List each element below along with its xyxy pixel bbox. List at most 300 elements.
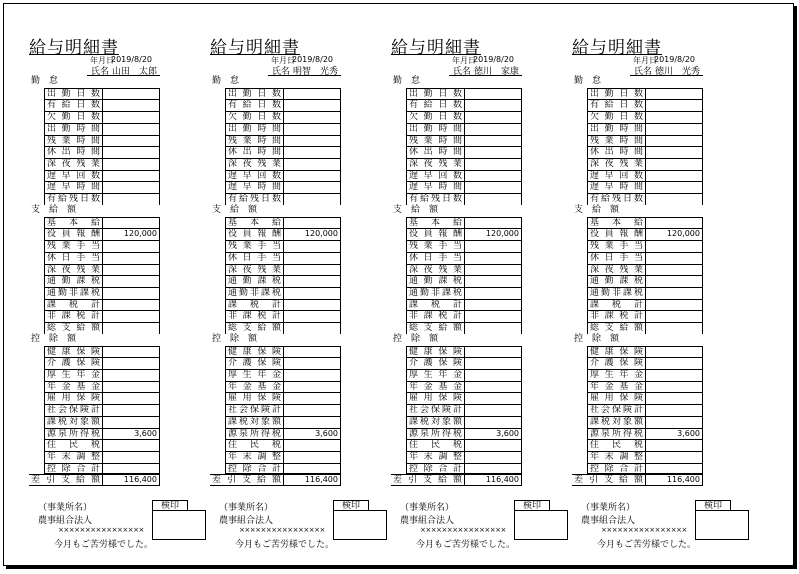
table-row	[225, 111, 341, 123]
row-label: 課税対象額	[588, 417, 646, 428]
table-row	[225, 310, 341, 322]
table-row	[406, 88, 522, 100]
table-row	[587, 146, 703, 158]
row-value	[646, 159, 702, 170]
row-value	[646, 452, 702, 463]
row-value	[465, 417, 521, 428]
row-label: 残業手当	[45, 241, 103, 252]
thanks-message: 今月もご苦労様でした。	[235, 540, 335, 550]
row-value	[465, 89, 521, 100]
row-value	[284, 171, 340, 182]
row-value	[465, 124, 521, 135]
table-row	[225, 217, 341, 229]
table-row	[587, 310, 703, 322]
section-header-payment: 支 給 額	[393, 204, 439, 215]
table-row	[225, 146, 341, 158]
table-row	[44, 111, 160, 123]
table-row	[406, 357, 522, 369]
row-label: 欠勤日数	[45, 112, 103, 123]
row-value	[465, 159, 521, 170]
row-value	[465, 265, 521, 276]
stamp-label: 検印	[333, 500, 369, 511]
office-name: 農事組合法人	[581, 516, 636, 526]
row-value	[465, 464, 521, 474]
office-label: （事業所名）	[219, 503, 274, 513]
employee-name: 徳川 光秀	[655, 67, 701, 77]
row-value	[465, 276, 521, 287]
row-value	[465, 171, 521, 182]
row-value	[284, 194, 340, 205]
row-label: 源泉所得税	[588, 429, 646, 440]
table-row	[225, 346, 341, 358]
row-value	[465, 112, 521, 123]
row-value	[465, 300, 521, 311]
row-value	[284, 300, 340, 311]
row-label: 欠勤日数	[407, 112, 465, 123]
row-label: 深夜残業	[407, 159, 465, 170]
table-row	[225, 463, 341, 475]
row-value	[103, 100, 159, 111]
table-row	[587, 135, 703, 147]
table-row	[225, 158, 341, 170]
net-pay-label: 差引支給額	[212, 475, 281, 486]
row-label: 遅早回数	[45, 171, 103, 182]
row-label: 遅早回数	[407, 171, 465, 182]
row-label: 社会保険計	[226, 405, 284, 416]
table-row	[406, 463, 522, 475]
row-value	[284, 452, 340, 463]
table-row	[406, 346, 522, 358]
row-label: 通勤非課税	[407, 288, 465, 299]
row-value	[284, 417, 340, 428]
row-label: 基本給	[226, 218, 284, 229]
row-value	[284, 370, 340, 381]
row-label: 役員報酬	[45, 229, 103, 240]
row-value: 120,000	[666, 229, 700, 239]
row-label: 残業時間	[45, 136, 103, 147]
row-label: 残業時間	[407, 136, 465, 147]
table-row	[406, 264, 522, 276]
row-label: 源泉所得税	[45, 429, 103, 440]
table-row	[587, 88, 703, 100]
row-label: 年金基金	[588, 382, 646, 393]
section-header-attendance: 勤 怠	[393, 76, 421, 86]
table-row	[587, 357, 703, 369]
row-label: 課税計	[226, 300, 284, 311]
table-row	[44, 181, 160, 193]
table-row	[406, 428, 522, 440]
row-label: 控除合計	[45, 464, 103, 474]
row-value	[646, 347, 702, 358]
row-value	[646, 171, 702, 182]
table-row	[406, 275, 522, 287]
row-label: 課税計	[45, 300, 103, 311]
table-row	[587, 217, 703, 229]
row-value	[103, 241, 159, 252]
row-value	[284, 464, 340, 474]
table-row	[406, 287, 522, 299]
row-value	[465, 452, 521, 463]
section-header-deduction: 控 除 額	[393, 333, 439, 344]
table-row	[406, 170, 522, 182]
net-pay-value: 116,400	[283, 475, 341, 485]
row-value	[284, 89, 340, 100]
row-label: 介護保険	[45, 358, 103, 369]
row-value	[284, 253, 340, 264]
row-label: 年末調整	[226, 452, 284, 463]
row-label: 年金基金	[407, 382, 465, 393]
row-label: 介護保険	[407, 358, 465, 369]
section-header-attendance: 勤 怠	[574, 76, 602, 86]
table-row	[225, 240, 341, 252]
table-row	[225, 299, 341, 311]
row-value	[646, 265, 702, 276]
row-label: 非課税計	[407, 311, 465, 322]
row-label: 厚生年金	[588, 370, 646, 381]
row-value	[465, 194, 521, 205]
table-row	[406, 217, 522, 229]
table-row	[44, 404, 160, 416]
row-label: 雇用保険	[226, 393, 284, 404]
row-value	[284, 265, 340, 276]
office-label: （事業所名）	[400, 503, 455, 513]
net-pay-row	[572, 474, 703, 486]
row-value	[646, 417, 702, 428]
row-value	[646, 182, 702, 193]
row-value	[284, 276, 340, 287]
row-label: 有給残日数	[588, 194, 646, 205]
row-value	[646, 124, 702, 135]
row-label: 非課税計	[226, 311, 284, 322]
table-row	[225, 381, 341, 393]
row-label: 深夜残業	[226, 159, 284, 170]
row-value	[103, 382, 159, 393]
table-row	[406, 252, 522, 264]
payslip-3	[366, 4, 541, 565]
table-row	[44, 88, 160, 100]
row-value	[284, 241, 340, 252]
row-label: 通勤課税	[588, 276, 646, 287]
table-row	[225, 99, 341, 111]
row-label: 遅早回数	[588, 171, 646, 182]
row-value	[103, 159, 159, 170]
stamp-box	[695, 510, 749, 540]
row-label: 総支給額	[407, 323, 465, 334]
table-row	[44, 428, 160, 440]
row-value	[103, 218, 159, 229]
table-row	[225, 264, 341, 276]
row-label: 年末調整	[407, 452, 465, 463]
name-label: 氏名	[91, 67, 110, 77]
employee-name: 徳川 家康	[474, 67, 520, 77]
table-row	[44, 228, 160, 240]
row-value: 120,000	[485, 229, 519, 239]
table-row	[406, 123, 522, 135]
row-label: 残業手当	[407, 241, 465, 252]
office-name: 農事組合法人	[219, 516, 274, 526]
payslip-4	[547, 4, 722, 565]
row-value	[103, 347, 159, 358]
row-label: 残業時間	[226, 136, 284, 147]
office-placeholder: ××××××××××××××××	[58, 526, 144, 534]
table-row	[587, 287, 703, 299]
payslip-date: 2019/8/20	[473, 55, 515, 64]
row-label: 介護保険	[588, 358, 646, 369]
row-label: 課税対象額	[45, 417, 103, 428]
row-label: 役員報酬	[407, 229, 465, 240]
row-label: 休出時間	[226, 147, 284, 158]
row-label: 年金基金	[45, 382, 103, 393]
row-value	[103, 147, 159, 158]
table-row	[225, 252, 341, 264]
row-label: 残業手当	[588, 241, 646, 252]
row-value	[103, 182, 159, 193]
table-row	[587, 252, 703, 264]
row-label: 深夜残業	[226, 265, 284, 276]
section-header-payment: 支 給 額	[574, 204, 620, 215]
table-row	[406, 99, 522, 111]
row-label: 基本給	[45, 218, 103, 229]
table-row	[44, 287, 160, 299]
thanks-message: 今月もご苦労様でした。	[416, 540, 516, 550]
row-label: 深夜残業	[588, 265, 646, 276]
row-value	[465, 147, 521, 158]
row-label: 社会保険計	[588, 405, 646, 416]
row-value	[284, 440, 340, 451]
row-label: 社会保険計	[407, 405, 465, 416]
row-value	[465, 440, 521, 451]
row-value	[103, 440, 159, 451]
date-label: 年月日	[633, 56, 657, 65]
row-value	[646, 147, 702, 158]
table-row	[406, 299, 522, 311]
row-label: 総支給額	[45, 323, 103, 334]
table-row	[225, 275, 341, 287]
row-label: 休出時間	[588, 147, 646, 158]
row-label: 住民税	[45, 440, 103, 451]
net-pay-value: 116,400	[645, 475, 703, 485]
table-row	[587, 369, 703, 381]
table-row	[44, 357, 160, 369]
row-value	[465, 405, 521, 416]
row-value	[284, 182, 340, 193]
row-value	[465, 393, 521, 404]
row-label: 基本給	[407, 218, 465, 229]
net-pay-value: 116,400	[102, 475, 160, 485]
row-label: 有給残日数	[226, 194, 284, 205]
row-value	[284, 382, 340, 393]
row-value	[103, 393, 159, 404]
table-row	[587, 404, 703, 416]
row-value	[646, 136, 702, 147]
thanks-message: 今月もご苦労様でした。	[54, 540, 154, 550]
table-row	[587, 264, 703, 276]
table-row	[406, 404, 522, 416]
row-value	[465, 358, 521, 369]
row-label: 雇用保険	[588, 393, 646, 404]
row-value	[646, 112, 702, 123]
row-label: 非課税計	[588, 311, 646, 322]
table-row	[225, 88, 341, 100]
row-label: 深夜残業	[588, 159, 646, 170]
row-label: 基本給	[588, 218, 646, 229]
row-value	[465, 100, 521, 111]
row-label: 有給日数	[588, 100, 646, 111]
row-label: 厚生年金	[407, 370, 465, 381]
office-label: （事業所名）	[38, 503, 93, 513]
table-row	[44, 158, 160, 170]
row-value	[646, 393, 702, 404]
table-row	[225, 170, 341, 182]
table-row	[44, 451, 160, 463]
row-value	[103, 370, 159, 381]
row-label: 出勤日数	[407, 89, 465, 100]
row-value	[646, 100, 702, 111]
row-label: 通勤課税	[407, 276, 465, 287]
table-row	[225, 181, 341, 193]
table-row	[225, 416, 341, 428]
table-row	[587, 346, 703, 358]
row-value	[103, 288, 159, 299]
table-row	[587, 322, 703, 334]
payslip-date: 2019/8/20	[654, 55, 696, 64]
row-value	[646, 311, 702, 322]
net-pay-value: 116,400	[464, 475, 522, 485]
office-placeholder: ××××××××××××××××	[601, 526, 687, 534]
table-row	[587, 228, 703, 240]
row-label: 休日手当	[588, 253, 646, 264]
table-row	[225, 451, 341, 463]
row-label: 雇用保険	[45, 393, 103, 404]
table-row	[44, 240, 160, 252]
section-header-payment: 支 給 額	[31, 204, 77, 215]
row-label: 出勤日数	[226, 89, 284, 100]
row-value	[465, 347, 521, 358]
row-value	[103, 136, 159, 147]
office-name: 農事組合法人	[400, 516, 455, 526]
row-value	[103, 417, 159, 428]
table-row	[406, 158, 522, 170]
row-value	[103, 405, 159, 416]
row-label: 通勤課税	[45, 276, 103, 287]
table-row	[225, 439, 341, 451]
row-label: 雇用保険	[407, 393, 465, 404]
table-row	[406, 439, 522, 451]
row-value	[465, 288, 521, 299]
row-value	[646, 464, 702, 474]
table-row	[587, 416, 703, 428]
table-row	[587, 193, 703, 205]
row-label: 年金基金	[226, 382, 284, 393]
payslip-date: 2019/8/20	[111, 55, 153, 64]
row-value	[646, 253, 702, 264]
row-value	[284, 311, 340, 322]
row-value	[646, 241, 702, 252]
table-row	[587, 439, 703, 451]
section-header-deduction: 控 除 額	[574, 333, 620, 344]
row-value	[465, 382, 521, 393]
table-row	[225, 287, 341, 299]
office-placeholder: ××××××××××××××××	[420, 526, 506, 534]
stamp-label: 検印	[695, 500, 731, 511]
row-value	[646, 218, 702, 229]
row-label: 社会保険計	[45, 405, 103, 416]
row-label: 控除合計	[588, 464, 646, 474]
row-value	[103, 112, 159, 123]
row-label: 出勤日数	[45, 89, 103, 100]
table-row	[225, 322, 341, 334]
table-row	[587, 451, 703, 463]
thanks-message: 今月もご苦労様でした。	[597, 540, 697, 550]
row-label: 通勤非課税	[226, 288, 284, 299]
row-label: 遅早時間	[588, 182, 646, 193]
table-row	[44, 392, 160, 404]
table-row	[44, 346, 160, 358]
payslip-title: 給与明細書	[29, 38, 119, 58]
row-label: 出勤時間	[407, 124, 465, 135]
table-row	[44, 275, 160, 287]
row-value	[103, 358, 159, 369]
row-value	[465, 323, 521, 334]
table-row	[406, 193, 522, 205]
table-row	[44, 369, 160, 381]
payslip-1	[4, 4, 179, 565]
net-pay-row	[29, 474, 160, 486]
payslip-sheet	[3, 3, 794, 566]
table-row	[406, 322, 522, 334]
row-value	[284, 159, 340, 170]
row-label: 介護保険	[226, 358, 284, 369]
table-row	[44, 416, 160, 428]
section-header-payment: 支 給 額	[212, 204, 258, 215]
row-label: 役員報酬	[588, 229, 646, 240]
row-value	[284, 405, 340, 416]
row-label: 課税対象額	[226, 417, 284, 428]
office-placeholder: ××××××××××××××××	[239, 526, 325, 534]
row-label: 休日手当	[226, 253, 284, 264]
section-header-deduction: 控 除 額	[31, 333, 77, 344]
table-row	[406, 181, 522, 193]
row-value	[284, 136, 340, 147]
table-row	[587, 392, 703, 404]
table-row	[44, 146, 160, 158]
row-label: 深夜残業	[45, 265, 103, 276]
row-value	[103, 452, 159, 463]
row-value	[103, 323, 159, 334]
row-label: 有給日数	[226, 100, 284, 111]
section-header-attendance: 勤 怠	[31, 76, 59, 86]
row-label: 通勤非課税	[45, 288, 103, 299]
row-label: 出勤時間	[588, 124, 646, 135]
row-label: 課税計	[588, 300, 646, 311]
row-value	[103, 300, 159, 311]
net-pay-label: 差引支給額	[31, 475, 100, 486]
payslip-title: 給与明細書	[210, 38, 300, 58]
row-value	[103, 265, 159, 276]
table-row	[406, 240, 522, 252]
row-value	[103, 89, 159, 100]
employee-name: 山田 太郎	[112, 67, 158, 77]
row-value: 120,000	[304, 229, 338, 239]
row-value: 3,600	[677, 428, 700, 438]
table-row	[225, 228, 341, 240]
table-row	[587, 123, 703, 135]
row-label: 健康保険	[45, 347, 103, 358]
table-row	[225, 392, 341, 404]
row-label: 欠勤日数	[226, 112, 284, 123]
row-label: 出勤時間	[45, 124, 103, 135]
table-row	[44, 217, 160, 229]
